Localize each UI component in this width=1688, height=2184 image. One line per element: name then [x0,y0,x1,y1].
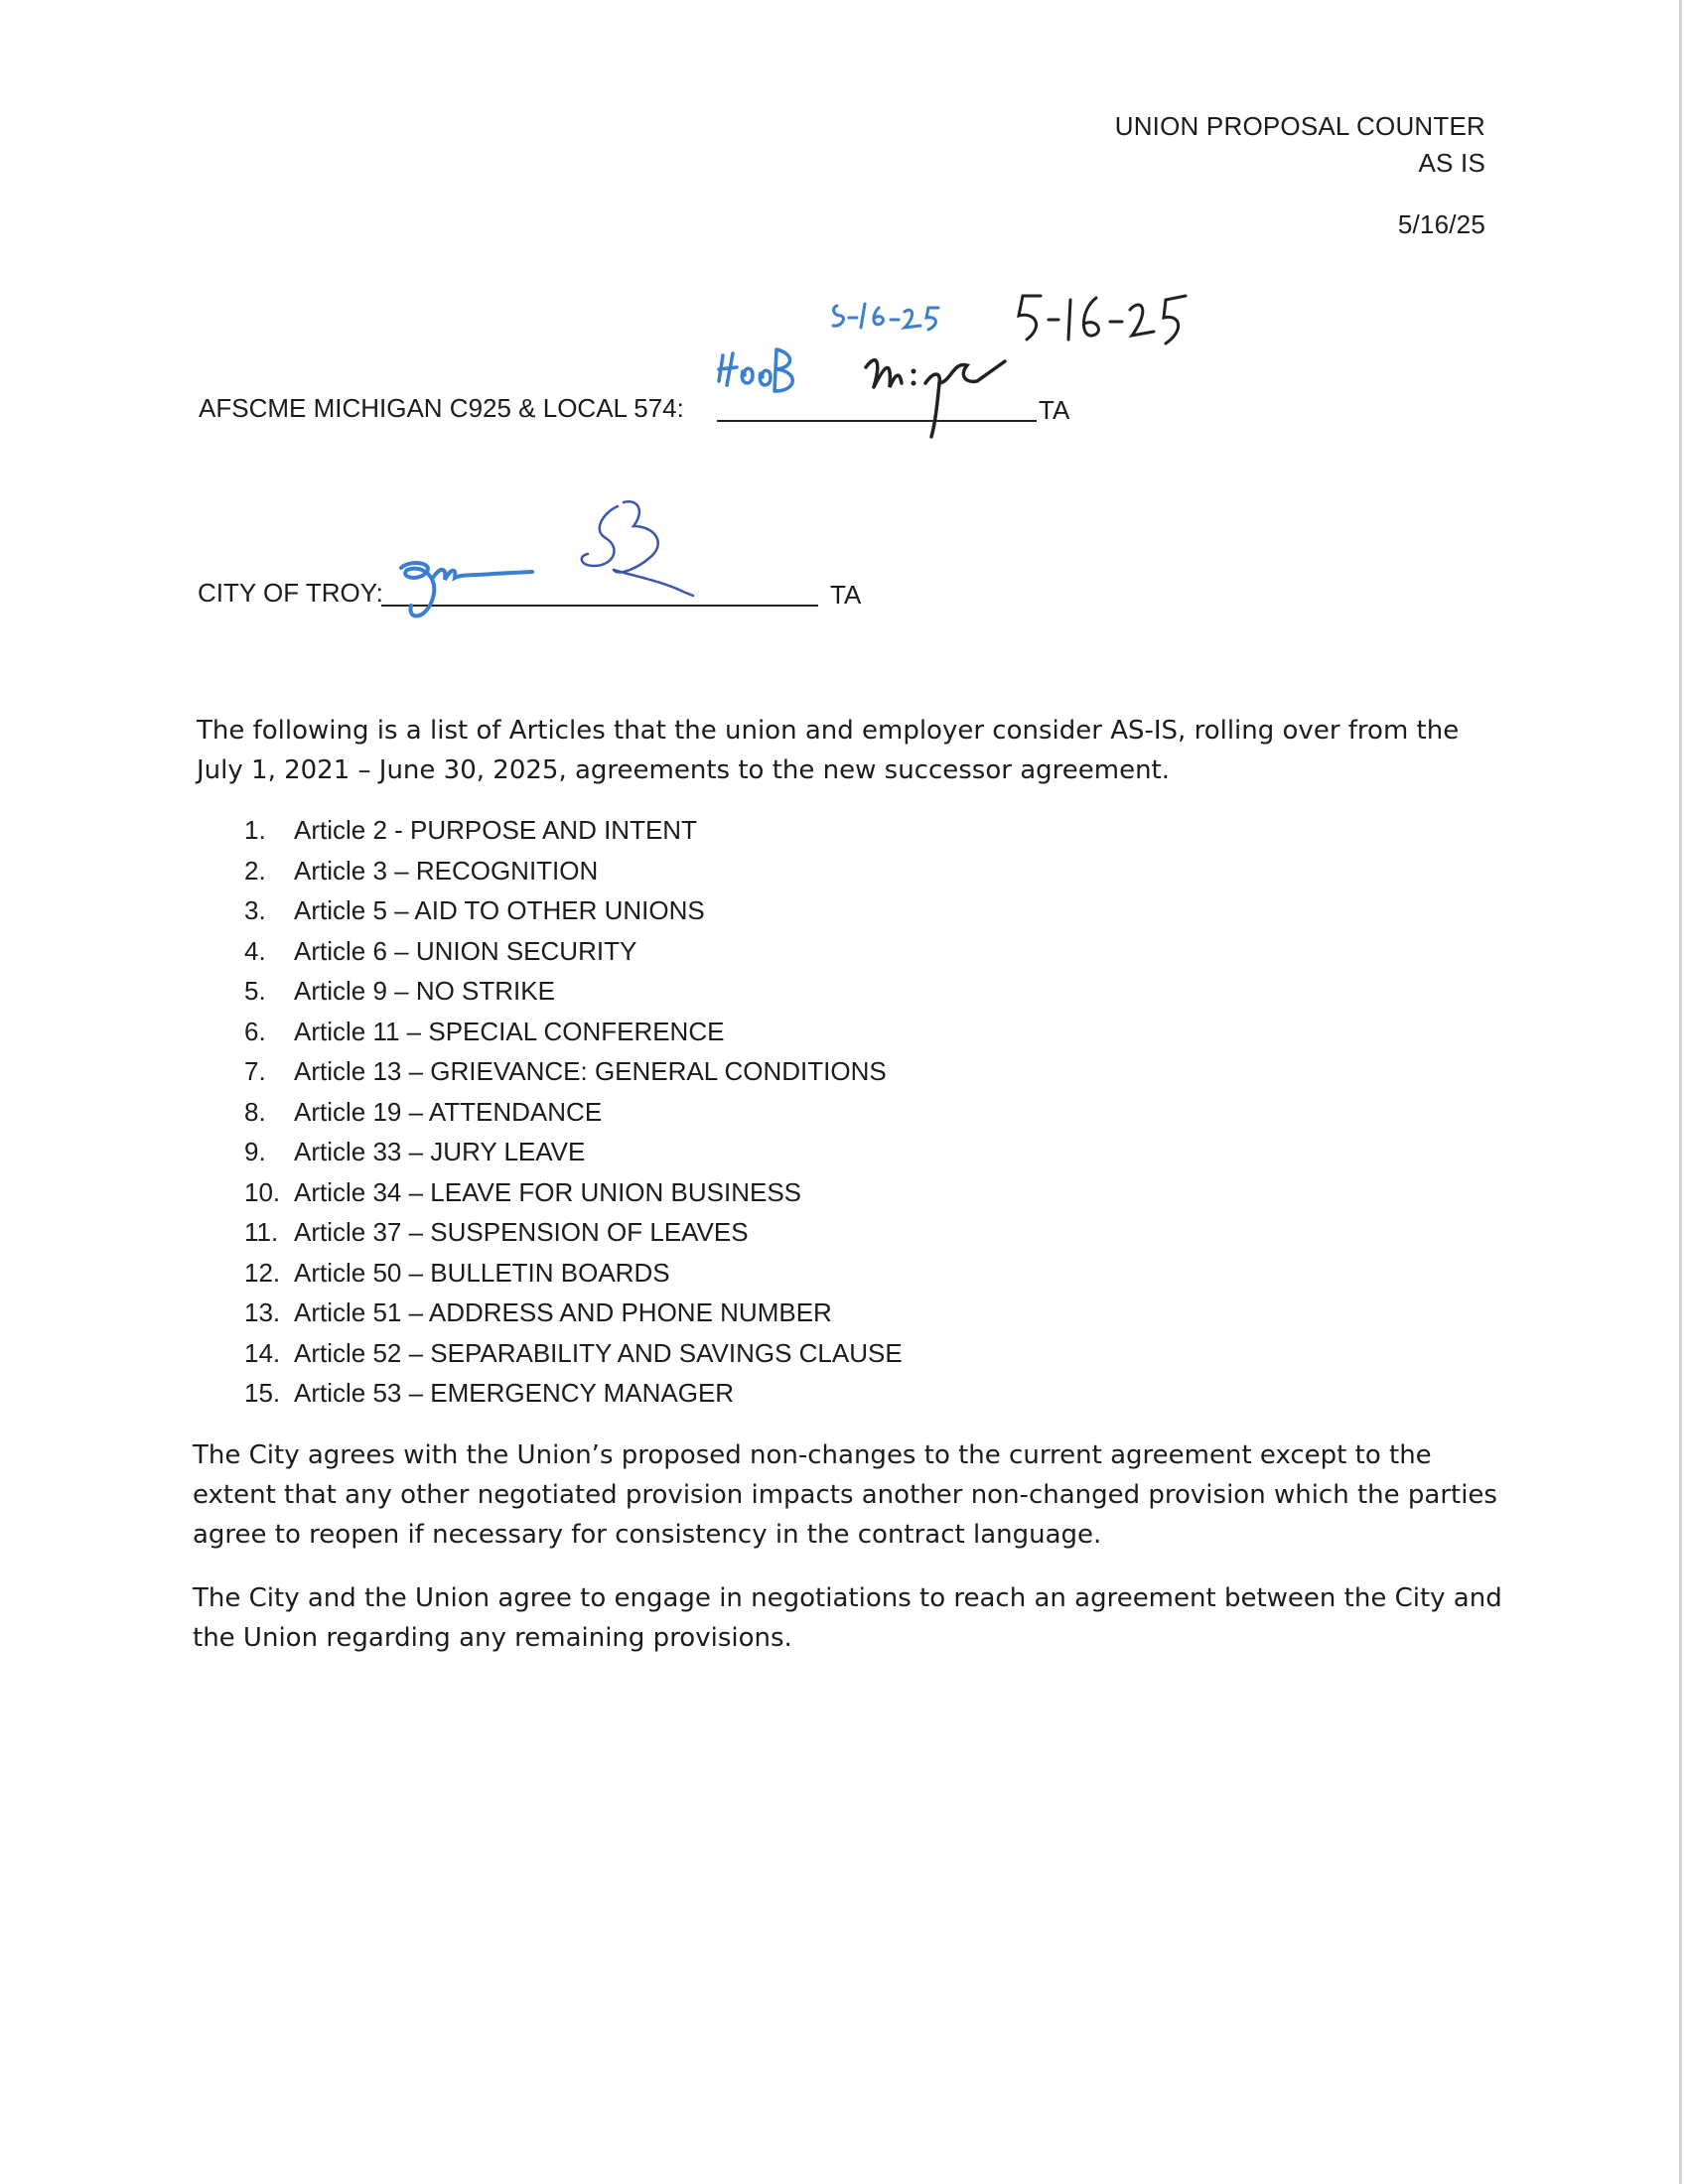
list-item-text: Article 6 – UNION SECURITY [294,935,637,966]
list-item-text: Article 19 – ATTENDANCE [294,1096,603,1127]
list-item-number: 9. [244,1137,266,1166]
list-item-number: 11. [244,1217,279,1247]
page-edge [1679,0,1682,2184]
list-item [244,931,903,972]
list-item-number: 2. [244,855,266,886]
articles-list [244,810,903,1414]
list-item-text: Article 52 – SEPARABILITY AND SAVINGS CLAUSE [294,1337,903,1368]
city-agreement-paragraph: The City agrees with the Union’s proposed non-changes to the current agreement except to the extent that any other negotiated provision impacts another non-changed provision which the parties agree to reopen if necessary for consistency in the contract language. [193,1440,1497,1550]
union-signature-blue [717,345,836,425]
list-item-text: Article 50 – BULLETIN BOARDS [294,1257,670,1288]
list-item-text: Article 51 – ADDRESS AND PHONE NUMBER [294,1297,832,1327]
union-handwritten-date-2 [1015,286,1194,355]
list-item [244,1212,903,1253]
list-item-number: 8. [244,1096,266,1127]
list-item-text: Article 13 – GRIEVANCE: GENERAL CONDITIONS [294,1056,887,1086]
list-item-number: 1. [244,815,266,845]
list-item [244,851,903,891]
list-item [244,971,903,1012]
list-item-number: 10. [244,1176,281,1207]
list-item-number: 4. [244,935,266,966]
proposal-title: UNION PROPOSAL COUNTER [1114,111,1485,141]
union-ta-label: TA [1039,395,1070,425]
list-item [244,890,903,931]
proposal-subtitle: AS IS [1418,148,1485,178]
list-item [244,1253,903,1294]
list-item [244,1172,903,1213]
list-item-number: 5. [244,976,266,1006]
list-item-text: Article 5 – AID TO OTHER UNIONS [294,895,705,925]
city-signature-label: CITY OF TROY: [198,578,383,608]
list-item-number: 15. [244,1378,281,1408]
list-item-text: Article 34 – LEAVE FOR UNION BUSINESS [294,1176,801,1207]
union-signature-label: AFSCME MICHIGAN C925 & LOCAL 574: [199,393,684,423]
union-signature-black [856,343,1015,443]
negotiations-paragraph: The City and the Union agree to engage in negotiations to reach an agreement between the City and the Union regarding any remaining provisions. [193,1583,1502,1653]
list-item-text: Article 2 - PURPOSE AND INTENT [294,815,697,845]
list-item [244,1051,903,1092]
list-item [244,1373,903,1414]
list-item-number: 3. [244,895,266,925]
city-signature-blue [393,556,542,635]
list-item-number: 12. [244,1257,281,1288]
list-item-text: Article 53 – EMERGENCY MANAGER [294,1378,735,1408]
list-item [244,810,903,851]
list-item-number: 7. [244,1056,266,1086]
union-handwritten-date-1 [829,294,948,343]
list-item [244,1092,903,1133]
list-item-text: Article 37 – SUSPENSION OF LEAVES [294,1217,749,1247]
intro-paragraph: The following is a list of Articles that the union and employer consider AS-IS, rolling over from the July 1, 2021 – June 30, 2025, agreements to the new successor agreement. [197,716,1460,785]
list-item [244,1293,903,1333]
list-item [244,1012,903,1052]
list-item-number: 13. [244,1297,281,1327]
list-item [244,1333,903,1374]
list-item-text: Article 3 – RECOGNITION [294,855,599,886]
city-ta-label: TA [830,580,862,610]
list-item-number: 6. [244,1016,266,1046]
list-item-text: Article 11 – SPECIAL CONFERENCE [294,1016,725,1046]
list-item-number: 14. [244,1337,281,1368]
list-item-text: Article 33 – JURY LEAVE [294,1137,586,1166]
list-item [244,1132,903,1172]
city-signature-navy [574,496,703,615]
proposal-date: 5/16/25 [1397,209,1485,239]
list-item-text: Article 9 – NO STRIKE [294,976,555,1006]
